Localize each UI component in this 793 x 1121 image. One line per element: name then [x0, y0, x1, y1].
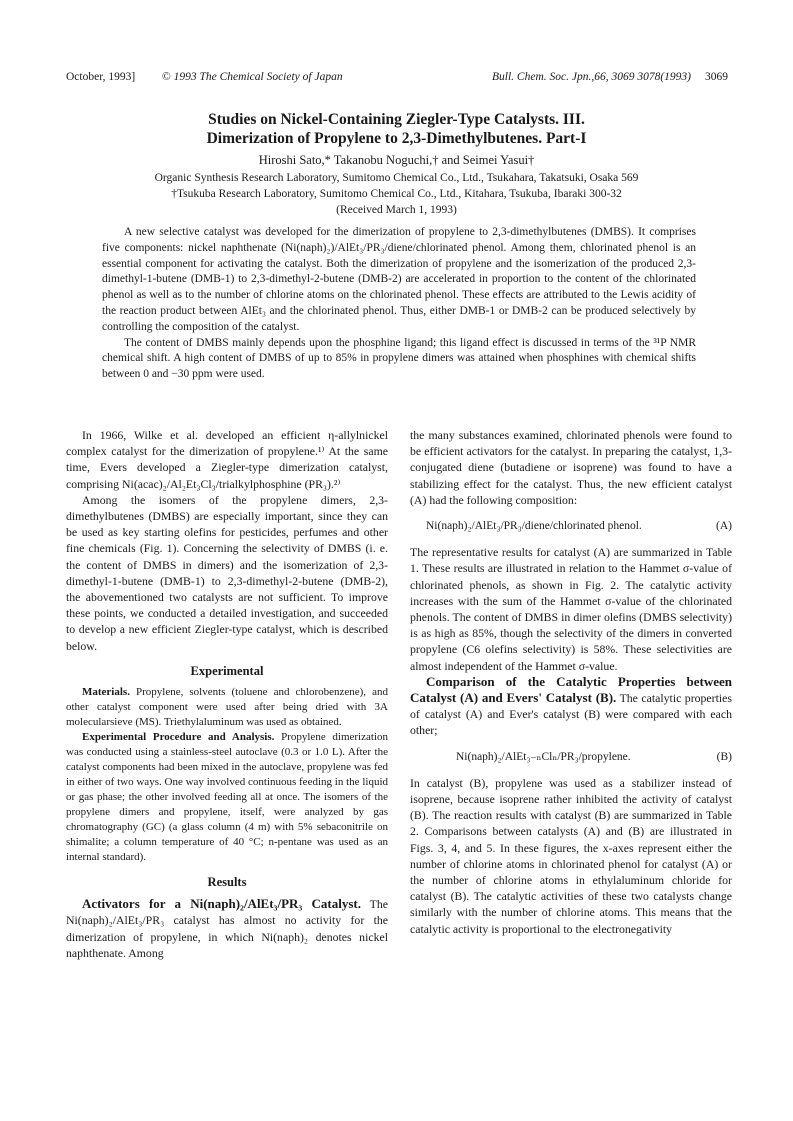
- activators-paragraph: [66, 896, 388, 961]
- activators-text: The Ni(naph)₂/AlEt₃/PR₃ catalyst has almost no activity for the dimerization of propylene, in which Ni(naph)₂ denotes nickel naphthenate. Among: [66, 897, 388, 960]
- header-copyright: [162, 71, 343, 83]
- right-paragraph-2: The representative results for catalyst (A) are summarized in Table 1. These results are illustrated in relation to the Hammet σ-value of chlorinated phenols, as shown in Fig. 2. The catalytic activity increases with the sum of the Hammet σ-value of the chlorinated phenols. The content of DMBS in dimer olefins (DMBS selectivity) is as high as 85%, though the selectivity of the dimers in converted propylene (C6 olefins selectivity) is 58%. These selectivities are almost independent of the Hammet σ-value.: [410, 545, 732, 673]
- experimental-heading: Experimental: [190, 663, 264, 678]
- intro-paragraph-2: Among the isomers of the propylene dimers, 2,3-dimethylbutenes (DMBS) are especially important, since they can be used as key starting olefins for pesticides, perfumes and other fine chemicals (Fig. 1). Concerning the selectivity of DMBS (i. e. the content of DMBS in dimers) and the isomerization of 2,3-dimethyl-1-butene (DMB-1) to 2,3-dimethyl-2-butene (DMB-2), the abovementioned two catalysts are not sufficient. To improve these points, we conducted a detailed investigation, and succeeded to develop a new efficient Ziegler-type catalyst, which is described below.: [66, 492, 388, 653]
- right-column: [410, 427, 732, 937]
- page-number: 3069: [705, 71, 728, 83]
- title-line-1: Studies on Nickel-Containing Ziegler-Type Catalysts. III.: [208, 111, 585, 128]
- procedure-label: Experimental Procedure and Analysis.: [82, 731, 275, 744]
- author-list: Hiroshi Sato,* Takanobu Noguchi,† and Seimei Yasui†: [258, 153, 535, 167]
- materials-label: Materials.: [82, 686, 130, 699]
- formula-a-expression: Ni(naph)₂/AlEt₃/PR₃/diene/chlorinated phenol.: [426, 520, 642, 533]
- formula-a-label: (A): [716, 520, 732, 533]
- formula-b: [410, 749, 732, 765]
- left-column: [66, 427, 388, 961]
- received-date: (Received March 1, 1993): [336, 204, 457, 216]
- activators-heading: Activators for a Ni(naph)₂/AlEt₃/PR₃ Catalyst.: [82, 896, 361, 912]
- formula-b-label: (B): [716, 750, 732, 763]
- procedure-paragraph: [66, 730, 388, 865]
- formula-a: [410, 518, 732, 534]
- affiliation-1: Organic Synthesis Research Laboratory, Sumitomo Chemical Co., Ltd., Tsukahara, Takatsuki, Osaka 569: [154, 172, 639, 184]
- abstract-paragraph-2: The content of DMBS mainly depends upon the phosphine ligand; this ligand effect is discussed in terms of the ³¹P NMR chemical shift. A high content of DMBS of up to 85% in propylene dimers was attained when phosphines with chemical shifts between 0 and −30 ppm were used.: [102, 336, 696, 381]
- paper-title: [0, 110, 793, 148]
- comparison-heading: Comparison of the Catalytic Properties between Catalyst (A) and Evers' Catalyst (B).: [410, 673, 732, 706]
- header-journal: [492, 71, 728, 83]
- right-paragraph-3: In catalyst (B), propylene was used as a stabilizer instead of isoprene, because isoprene rather inhibited the activity of catalyst (B). The reaction results with catalyst (B) are summarized in Table 2. Comparisons between catalysts (A) and (B) are illustrated in Figs. 3, 4, and 5. In these figures, the x-axes represent either the number of chlorine atoms in chlorinated phenol for catalyst (A) or the number of chlorine atoms in ethylaluminum chloride for catalyst (B). The catalytic activities of these two catalysts change similarly with the number of chlorine atoms. This means that the catalytic activity is proportional to the electronegativity: [410, 775, 732, 936]
- comparison-text: The catalytic properties of catalyst (A) and Ever's catalyst (B) were compared with each other;: [410, 691, 732, 738]
- results-heading: Results: [207, 875, 247, 890]
- right-paragraph-1: the many substances examined, chlorinated phenols were found to be efficient activators for the catalyst. In preparing the catalyst, 1,3-conjugated diene (butadiene or isoprene) was found to have a stabilizing effect for the catalyst. Thus, the new efficient catalyst (A) had the following composition:: [410, 428, 732, 507]
- affiliation-2: †Tsukuba Research Laboratory, Sumitomo Chemical Co., Ltd., Kitahara, Tsukuba, Ibaraki 300-32: [171, 188, 622, 200]
- abstract: [102, 225, 696, 383]
- formula-b-expression: Ni(naph)₂/AlEt₃₋ₙClₙ/PR₃/propylene.: [456, 750, 631, 763]
- affiliations: [0, 170, 793, 218]
- copyright-text: 1993 The Chemical Society of Japan: [173, 71, 343, 83]
- materials-paragraph: [66, 685, 388, 730]
- title-line-2: Dimerization of Propylene to 2,3-Dimethylbutenes. Part-I: [206, 130, 587, 147]
- materials-text: Propylene, solvents (toluene and chlorobenzene), and other catalyst component were used after being dried with 3A molecularsieve (MS). Triethylaluminum was used as obtained.: [66, 686, 388, 729]
- procedure-text: Propylene dimerization was conducted using a stainless-steel autoclave (0.3 or 1.0 L). After the catalyst components had been mixed in the autoclave, propylene was fed in either of two ways. One way involved continuous feeding in the liquid or gas phase; the other involved feeding all at once. The isomers of the propylene dimers and propylene, itself, were analyzed by gas chromatography (GC) (a glass column (4 m) with 5% sebaconitrile on shimalite; a column temperature of 40 °C; n-pentane was used as an internal standard).: [66, 731, 388, 864]
- header-date: October, 1993]: [66, 71, 136, 83]
- intro-paragraph-1: In 1966, Wilke et al. developed an efficient η-allylnickel complex catalyst for the dimerization of propylene.¹⁾ At the same time, Evers developed a Ziegler-type dimerization catalyst, comprising Ni(acac)₂/Al₂Et₃Cl₃/trialkylphosphine (PR₃).²⁾: [66, 428, 388, 491]
- copyright-symbol: ©: [162, 71, 171, 83]
- journal-ref: Bull. Chem. Soc. Jpn.,66, 3069 3078(1993): [492, 71, 691, 83]
- abstract-paragraph-1: A new selective catalyst was developed for the dimerization of propylene to 2,3-dimethylbutenes (DMBS). It comprises five components: nickel naphthenate (Ni(naph)₂)/AlEt₃/PR₃/diene/chlorinated phenol. Among them, chlorinated phenol is an essential component for activating the catalyst. Both the dimerization of propylene and the isomerization of the produced 2,3-dimethyl-1-butene (DMB-1) to 2,3-dimethyl-2-butene (DMB-2) are accelerated in proportion to the content of the chlorinated phenol as well as to the number of chlorine atoms on the chlorinated phenol. These effects are attributed to the Lewis acidity of the reaction product between AlEt₃ and the chlorinated phenol. Thus, either DMB-1 or DMB-2 can be produced selectively by controlling the composition of the catalyst.: [102, 226, 696, 333]
- comparison-paragraph: [410, 674, 732, 739]
